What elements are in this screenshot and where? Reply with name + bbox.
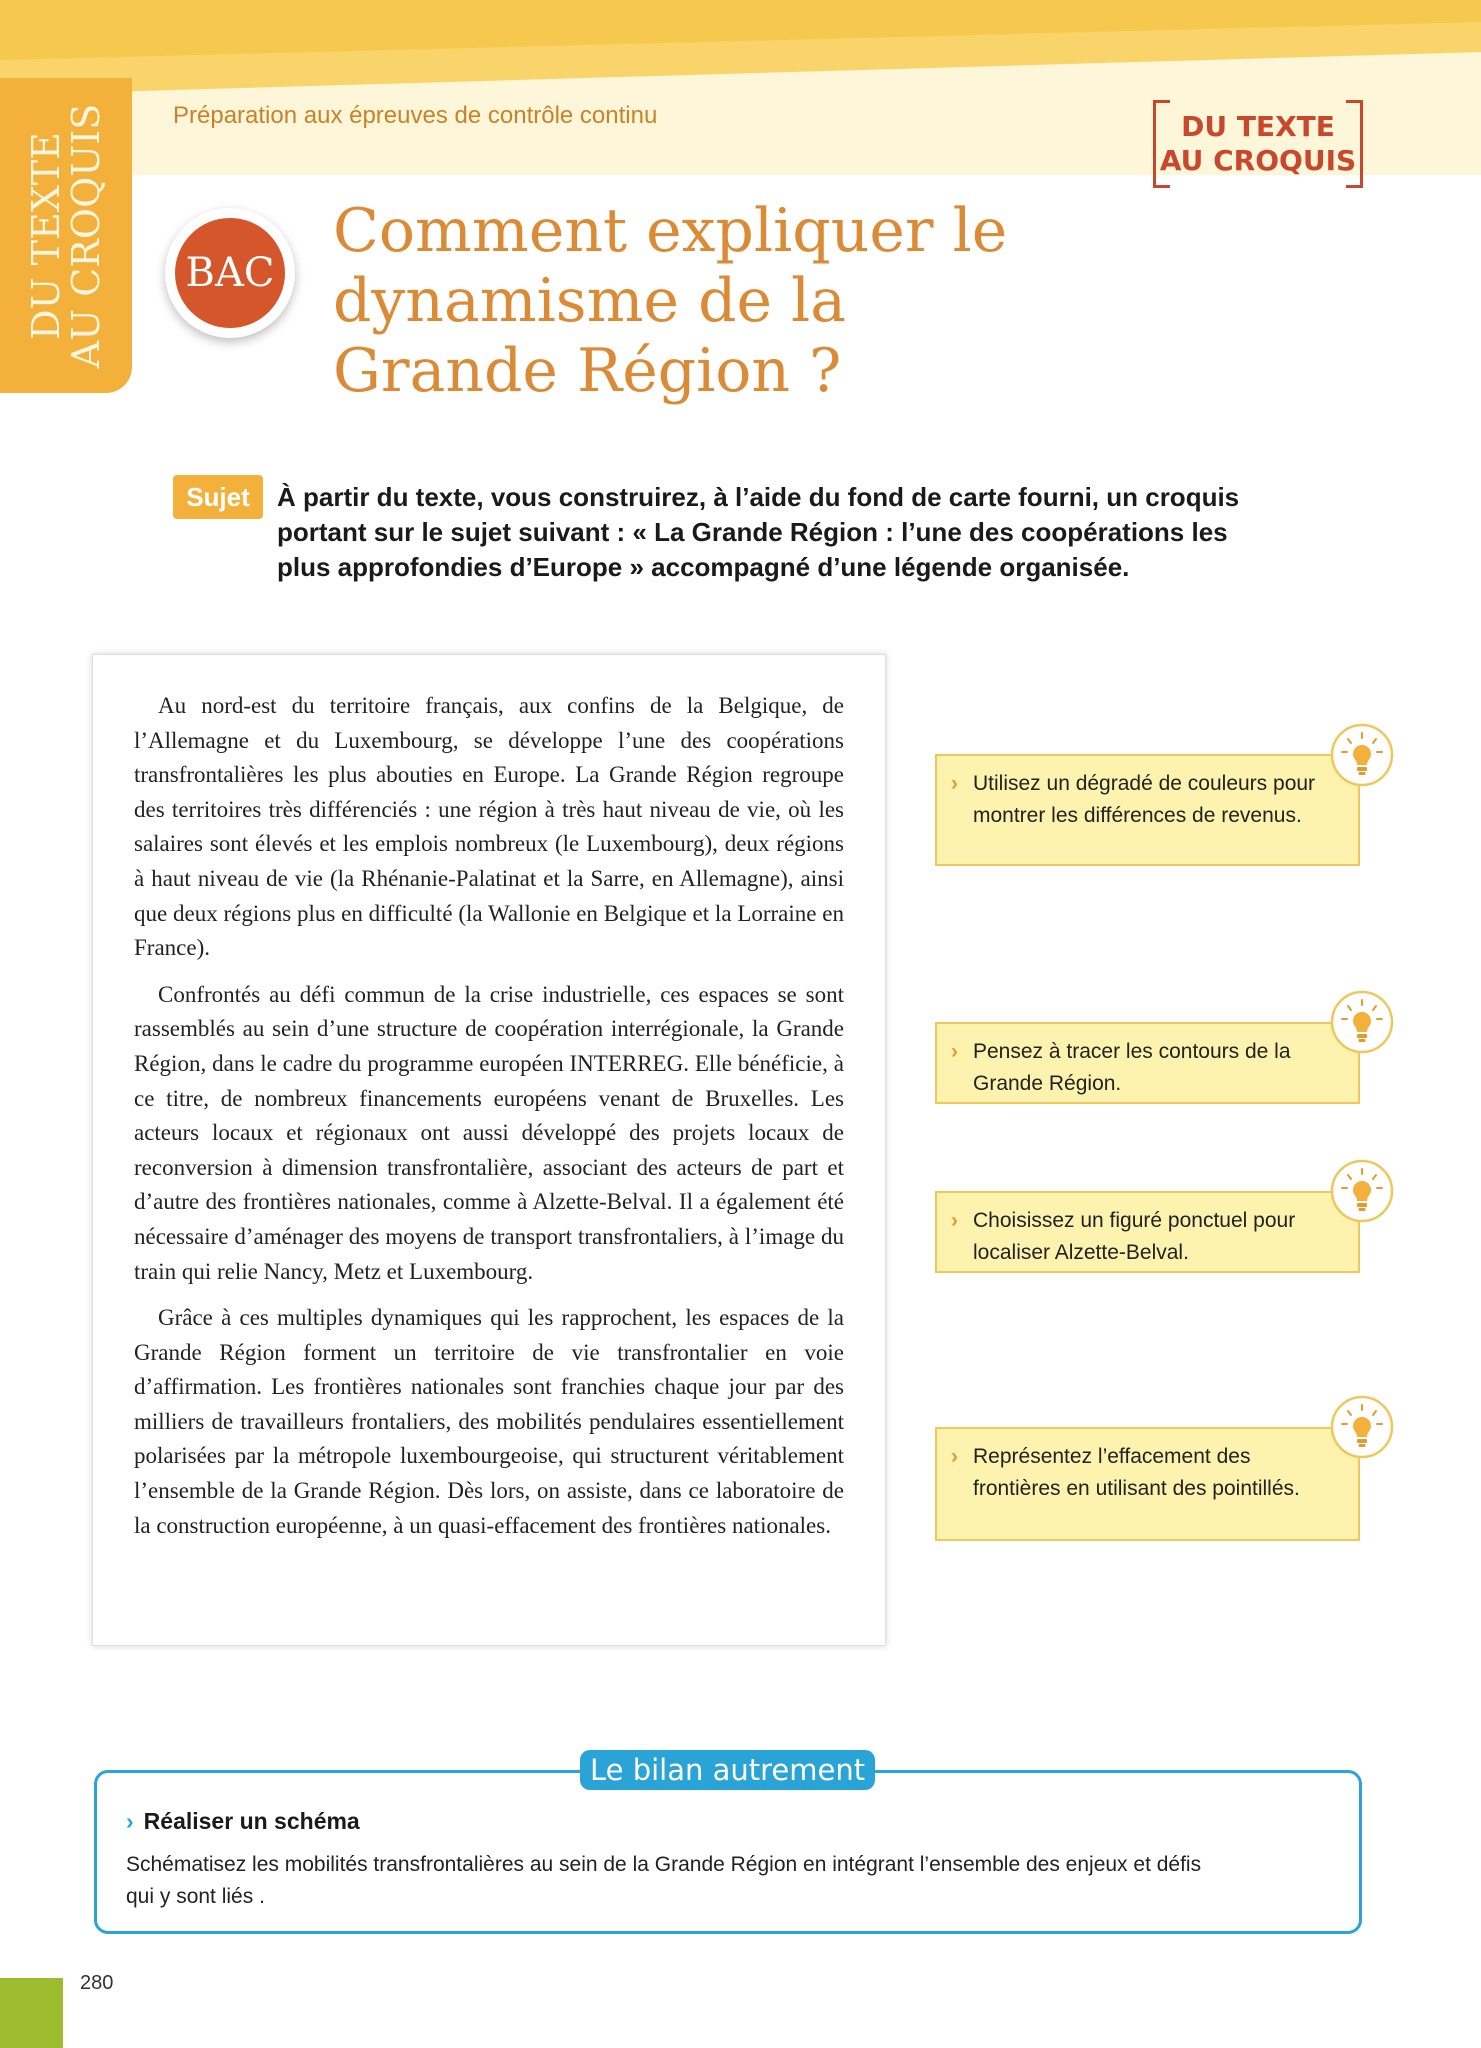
bac-label: BAC bbox=[175, 218, 285, 328]
tip-text-2: Pensez à tracer les contours de la Grande Région. bbox=[973, 1040, 1291, 1095]
tip-text-1: Utilisez un dégradé de couleurs pour montrer les différences de revenus. bbox=[973, 772, 1316, 827]
page-color-strip bbox=[0, 1978, 63, 2048]
side-tab-line-2: AU CROQUIS bbox=[64, 103, 108, 369]
side-tab-line-1: DU TEXTE bbox=[24, 132, 68, 340]
badge-line-1: DU TEXTE bbox=[1181, 110, 1335, 143]
chevron-icon: › bbox=[951, 1209, 958, 1232]
bilan-heading-text: Réaliser un schéma bbox=[143, 1808, 360, 1834]
sujet-text: À partir du texte, vous construirez, à l’aide du fond de carte fourni, un croquis portant sur le sujet suivant : « La Grande Région : l’une des coopérations les plus approfondies d’Europe » accompagné d’une légende organisée. bbox=[277, 482, 1240, 582]
document-paragraph-3: Grâce à ces multiples dynamiques qui les rapprochent, les espaces de la Grande Région forment un territoire de vie transfrontalier en voie d’affirmation. Les frontières nationales sont franchies chaque jour par des milliers de travailleurs frontaliers, des mobilités pendulaires essentiellement polarisées par la métropole luxembourgeoise, qui structurent véritablement l’ensemble de la Grande Région. Dès lors, on assiste, dans ce laboratoire de la construction européenne, à un quasi-effacement des frontières nationales. bbox=[134, 1305, 844, 1538]
chevron-icon: › bbox=[951, 772, 958, 795]
du-texte-au-croquis-badge bbox=[1153, 100, 1363, 188]
tip-box-2 bbox=[935, 1022, 1360, 1104]
tip-text-4: Représentez l’effacement des frontières en utilisant des pointillés. bbox=[973, 1445, 1300, 1500]
bac-badge bbox=[165, 208, 295, 338]
side-tab-label bbox=[21, 76, 111, 396]
lightbulb-icon bbox=[1329, 1158, 1395, 1224]
chevron-icon: › bbox=[951, 1040, 958, 1063]
tip-box-3 bbox=[935, 1191, 1360, 1273]
tip-box-4 bbox=[935, 1427, 1360, 1541]
chevron-icon: › bbox=[951, 1445, 958, 1468]
bilan-heading bbox=[126, 1808, 360, 1835]
lightbulb-icon bbox=[1329, 1394, 1395, 1460]
lightbulb-icon bbox=[1329, 989, 1395, 1055]
tip-text-3: Choisissez un figuré ponctuel pour localiser Alzette-Belval. bbox=[973, 1209, 1296, 1264]
tip-box-1 bbox=[935, 754, 1360, 866]
page-number: 280 bbox=[80, 1972, 114, 1994]
document-paragraph-1: Au nord-est du territoire français, aux confins de la Belgique, de l’Allemagne et du Luxembourg, se développe l’une des coopérations transfrontalières les plus abouties en Europe. La Grande Région regroupe des territoires très différenciés : une région à très haut niveau de vie, où les salaires sont élevés et les emplois nombreux (le Luxembourg), deux régions à haut niveau de vie (la Rhénanie-Palatinat et la Sarre, en Allemagne), ainsi que deux régions plus en difficulté (la Wallonie en Belgique et la Lorraine en France). bbox=[134, 693, 844, 961]
document-text-box bbox=[92, 654, 886, 1646]
lightbulb-icon bbox=[1329, 722, 1395, 788]
sujet-badge: Sujet bbox=[173, 475, 263, 519]
preparation-label: Préparation aux épreuves de contrôle continu bbox=[173, 102, 658, 129]
badge-line-2: AU CROQUIS bbox=[1159, 144, 1357, 177]
chevron-icon: › bbox=[126, 1808, 134, 1834]
bilan-text: Schématisez les mobilités transfrontalières au sein de la Grande Région en intégrant l’ensemble des enjeux et défis qui y sont liés . bbox=[126, 1853, 1202, 1908]
bilan-label: Le bilan autrement bbox=[580, 1750, 875, 1790]
document-paragraph-2: Confrontés au défi commun de la crise industrielle, ces espaces se sont rassemblés au sein d’une structure de coopération interrégionale, la Grande Région, dans le cadre du programme européen INTERREG. Elle bénéficie, à ce titre, de nombreux financements européens venant de Bruxelles. Les acteurs locaux et régionaux ont aussi développé des projets locaux de reconversion à dimension transfrontalière, associant des acteurs de part et d’autre des frontières nationales, comme à Alzette-Belval. Il a également été nécessaire d’aménager des moyens de transport transfrontaliers, à l’image du train qui relie Nancy, Metz et Luxembourg. bbox=[134, 981, 844, 1284]
page-title: Comment expliquer le dynamisme de la Grande Région ? bbox=[333, 196, 1008, 406]
